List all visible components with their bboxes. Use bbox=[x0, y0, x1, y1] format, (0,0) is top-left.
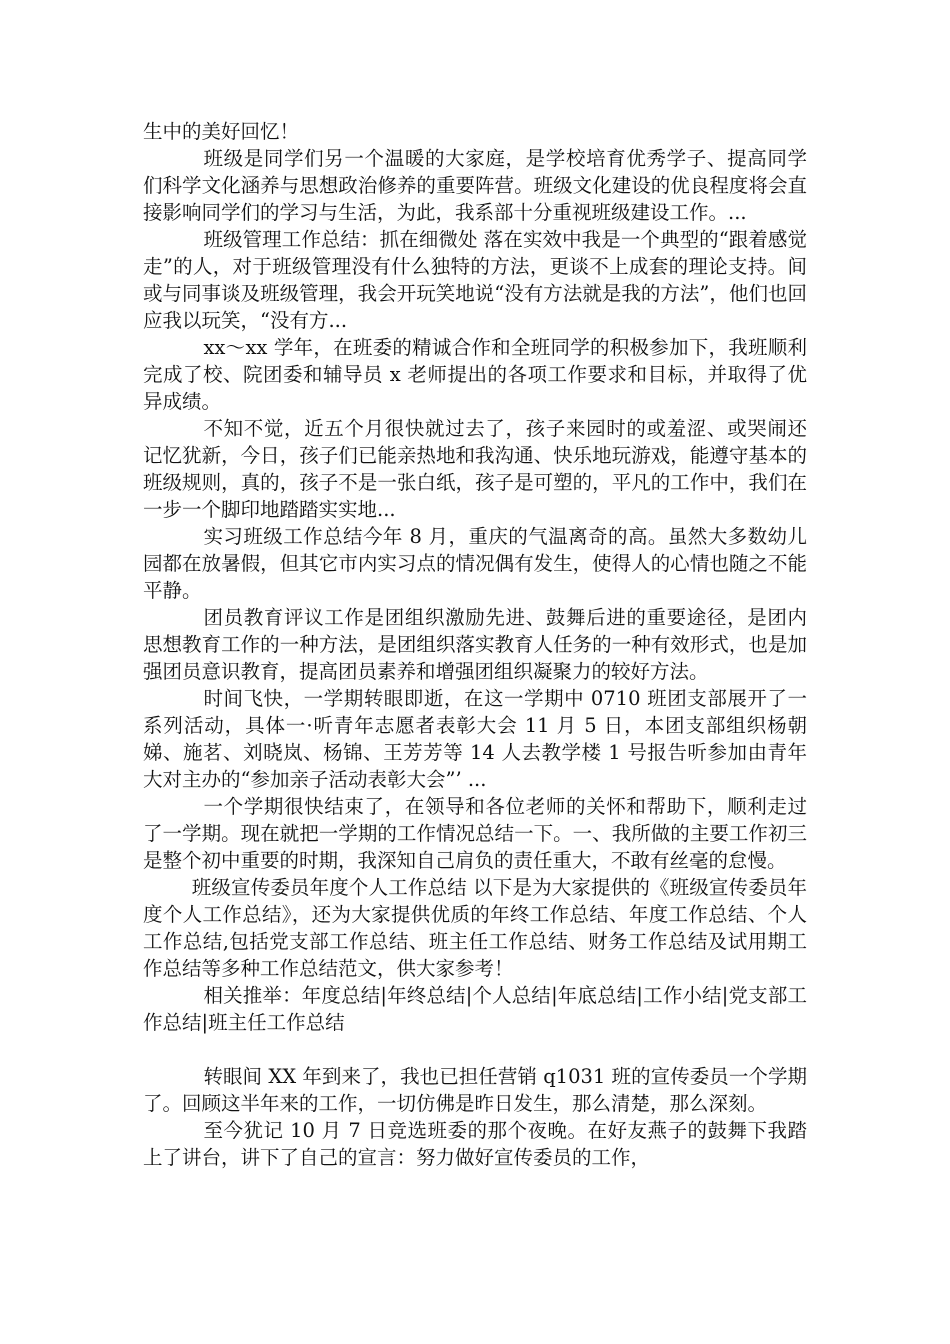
related-links: 相关推举：年度总结|年终总结|个人总结|年底总结|工作小结|党支部工作总结|班主任工作总结 bbox=[143, 984, 807, 1034]
blank-line bbox=[143, 1036, 807, 1063]
paragraph-5: 不知不觉，近五个月很快就过去了，孩子来园时的或羞涩、或哭闹还记忆犹新，今日，孩子们已能亲热地和我沟通、快乐地玩游戏，能遵守基本的班级规则，真的，孩子不是一张白纸，孩子是可塑的，平凡的工作中，我们在一步一个脚印地踏踏实实地... bbox=[143, 417, 807, 521]
paragraph-7: 团员教育评议工作是团组织激励先进、鼓舞后进的重要途径，是团内思想教育工作的一种方法，是团组织落实教育人任务的一种有效形式，也是加强团员意识教育，提高团员素养和增强团组织凝聚力的较好方法。 bbox=[143, 606, 807, 683]
paragraph-12: 至今犹记 10 月 7 日竞选班委的那个夜晚。在好友燕子的鼓舞下我踏上了讲台，讲下了自己的宣言：努力做好宣传委员的工作， bbox=[143, 1119, 807, 1169]
paragraph-2: 班级是同学们另一个温暖的大家庭，是学校培育优秀学子、提高同学们科学文化涵养与思想政治修养的重要阵营。班级文化建设的优良程度将会直接影响同学们的学习与生活，为此，我系部十分重视班级建设工作。... bbox=[143, 147, 807, 224]
paragraph-9: 一个学期很快结束了，在领导和各位老师的关怀和帮助下，顺利走过了一学期。现在就把一学期的工作情况总结一下。一、我所做的主要工作初三是整个初中重要的时期，我深知自己肩负的责任重大，不敢有丝毫的怠慢。 bbox=[143, 795, 807, 872]
paragraph-11: 转眼间 XX 年到来了，我也已担任营销 q1031 班的宣传委员一个学期了。回顾这半年来的工作，一切仿佛是昨日发生，那么清楚，那么深刻。 bbox=[143, 1065, 807, 1115]
paragraph-3: 班级管理工作总结：抓在细微处 落在实效中我是一个典型的“跟着感觉走”的人，对于班级管理没有什么独特的方法，更谈不上成套的理论支持。间或与同事谈及班级管理，我会开玩笑地说“没有方法就是我的方法”，他们也回应我以玩笑，“没有方... bbox=[143, 228, 807, 332]
paragraph-1: 生中的美好回忆！ bbox=[143, 120, 300, 143]
paragraph-4: xx～xx 学年，在班委的精诚合作和全班同学的积极参加下，我班顺利完成了校、院团委和辅导员 x 老师提出的各项工作要求和目标，并取得了优异成绩。 bbox=[143, 336, 807, 413]
paragraph-6: 实习班级工作总结今年 8 月，重庆的气温离奇的高。虽然大多数幼儿园都在放暑假，但其它市内实习点的情况偶有发生，使得人的心情也随之不能平静。 bbox=[143, 525, 807, 602]
paragraph-10: 班级宣传委员年度个人工作总结 以下是为大家提供的《班级宣传委员年度个人工作总结》，还为大家提供优质的年终工作总结、年度工作总结、个人工作总结,包括党支部工作总结、班主任工作总结、财务工作总结及试用期工作总结等多种工作总结范文，供大家参考！ bbox=[143, 876, 807, 980]
paragraph-8: 时间飞快，一学期转眼即逝，在这一学期中 0710 班团支部展开了一系列活动，具体一·听青年志愿者表彰大会 11 月 5 日，本团支部组织杨朝娣、施茗、刘晓岚、杨锦、王芳芳等 14 人去教学楼 1 号报告听参加由青年大对主办的“参加亲子活动表彰大会”’ ... bbox=[143, 687, 807, 791]
document-body bbox=[143, 118, 807, 1171]
